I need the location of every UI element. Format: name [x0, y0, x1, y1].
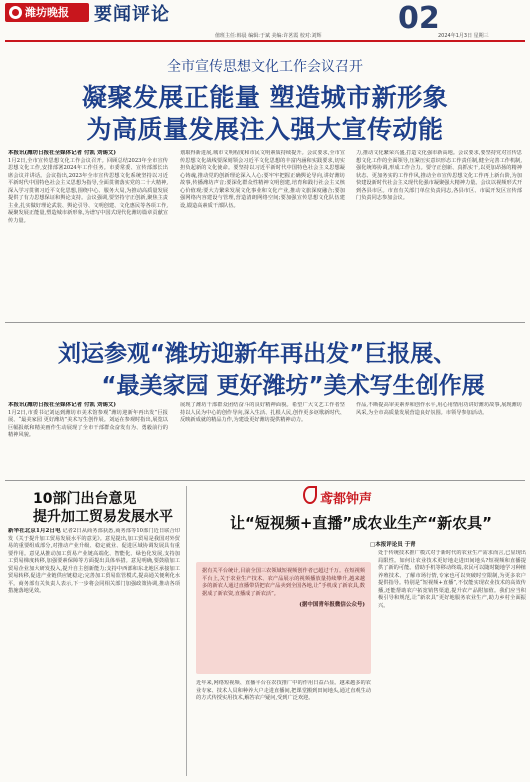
article2-byline: 本报讯(潍坊日报社全媒体记者 付凯 刘锡文)	[8, 402, 117, 408]
article2-column-2: 展现了潍坊干部群众团结奋斗的良好精神面貌。希望广大文艺工作者坚持以人民为中心的创作导向,深入生活、扎根人民,创作更多讴歌新时代、反映新成就的精品力作,为建设更好潍坊提供精神动力。	[180, 402, 345, 423]
column-divider	[186, 486, 187, 776]
article1-body-1: 1月2日,全市宣传思想文化工作会议召开。回顾总结2023年全市宣传思想文化工作,安排部署2024年工作任务。市委常委、宣传部部长出席会议并讲话。会议指出,2023年全市宣传思想文化系统坚持以习近平新时代中国特色社会主义思想为指导,全面贯彻落实党的二十大精神,深入学习贯彻习近平文化思想,围绕中心、服务大局,为推动高质量发展提供了有力思想保证和舆论支持。会议强调,要坚持守正创新,聚焦主责主业,扎实做好理论武装、舆论引导、文明创建、文化惠民等各项工作,凝聚发展正能量,塑造城市新形象,为谱写中国式现代化潍坊篇章贡献宣传力量。	[8, 157, 168, 224]
masthead	[0, 0, 530, 44]
article4-column-left: 近年来,网络短视频、直播平台在农技推广中的作用日益凸显。越来越多的农业专家、技术人员和种养大户走进直播间,把课堂搬到田间地头,通过直观生动的方式传授实用技术,解答农户疑问,受到广泛欢迎。	[196, 680, 371, 701]
article4-column-right: 处于传统技术推广模式对于新时代的农业生产需求而言,已显现出局限性。如何让农业技术更好地走进田间地头?短视频和直播提供了新的可能。借助手机等移动终端,农民可以随时随地学习种植养殖技术、了解市场行情,专家也可以突破时空限制,为更多农户提供指导。特别是“短视频+直播”,不仅能实现农业技术的高效传播,还能帮助农户拓宽销售渠道,提升农产品附加值。我们应当积极引导和规范,让“新农具”更好地服务农业生产,助力乡村全面振兴。	[378, 550, 526, 609]
article3-dateline: 新华社北京1月2日电	[8, 528, 61, 534]
issue-date: 2024年1月3日 星期三	[438, 33, 489, 39]
article3-text: 记者2日从商务部获悉,商务部等10部门近日联合印发《关于提升加工贸易发展水平的意见》。意见提出,加工贸易是我国对外贸易的重要组成部分,对推动产业升级、稳定就业、促进区域协调发展具有重要作用。意见从推动加工贸易产业链高端化、智能化、绿色化发展,支持加工贸易梯度转移,加强要素保障等方面提出具体举措。意见明确,要鼓励加工贸易企业加大研发投入,提升自主创新能力;支持中西部和东北地区承接加工贸易转移,促进产业链供应链稳定;完善加工贸易监管模式,提高通关便利化水平。商务部有关负责人表示,下一步将会同相关部门加强政策协调,推动各项措施落地见效。	[8, 528, 180, 594]
quote-box-text: 据有关平台统计,目前全国三农领域短视频创作者已超过千万。在短视频平台上,关于农业生产技术、农产品展示的视频播放量持续攀升,越来越多的新农人通过直播带货把农产品卖到全国各地,让“手机成了新农具,数据成了新农资,直播成了新农活”。	[202, 568, 365, 597]
editors-line: 值班主任:韩晨 编辑:于斌 美编:许茗霞 校对:刘辉	[215, 33, 322, 39]
article2-headline-line2: “最美家园 更好潍坊”美术写生创作展	[101, 373, 485, 399]
article1-column-3: 力,推动文化繁荣兴盛,打造文化强市新高地。会议要求,要坚持党对宣传思想文化工作的全面领导,压紧压实意识形态工作责任制,健全完善工作机制,强化统筹协调,形成工作合力。要守正创新、真抓实干,以更加昂扬的精神状态、更加务实的工作作风,推动全市宣传思想文化工作再上新台阶,为加快建设新时代社会主义现代化强市凝聚强大精神力量。会议以视频形式开到各县市区。市直有关部门单位负责同志,各县市区、市属开发区宣传部门负责同志参加会议。	[356, 150, 522, 201]
article1-headline-line2: 为高质量发展注入强大宣传动能	[86, 115, 444, 144]
article1-byline: 本报讯(潍坊日报社全媒体记者 付凯 刘锡文)	[8, 150, 117, 156]
section-title: 要闻评论	[94, 4, 170, 25]
column-tag-icon	[303, 486, 317, 504]
logo-text: 潍坊晚报	[25, 6, 69, 19]
column-tag: 鸢都钟声	[320, 492, 373, 507]
section-divider	[5, 480, 525, 481]
article2-column-3: 作品,不断提高审美素养和创作水平,用心用情用功讲好潍坊故事,展现潍坊风采,为全市高质量发展营造良好氛围。市领导参加活动。	[356, 402, 522, 416]
article1-column-2: 划取得新进展,城市文明程度和市民文明素质持续提升。会议要求,全市宣传思想文化战线要深刻领会习近平文化思想的丰富内涵和实践要求,切实担负起新的文化使命。要坚持以习近平新时代中国特色社会主义思想凝心铸魂,推动党的创新理论深入人心;要牢牢把握正确舆论导向,讲好潍坊故事,传播潍坊声音;要深化群众性精神文明创建,培育和践行社会主义核心价值观;要大力繁荣发展文化事业和文化产业,推动文旅深度融合;要加强网络内容建设与管理,营造清朗网络空间;要加强宣传思想文化队伍建设,锻造高素质干部队伍。	[180, 150, 345, 209]
article4-headline: 让“短视频+直播”成农业生产“新农具”	[229, 514, 492, 532]
article2-body-1: 1月2日,市委书记刘运到潍坊市美术馆参观“潍坊迎新年再出发”巨报展、“最美家园 更好潍坊”美术写生创作展。刘运在参观时指出,展览以巨幅报纸和精美画作生动展现了全市干部群众奋发有为、勇毅前行的精神风貌。	[8, 409, 168, 438]
quote-box-source: (据中国青年报微信公众号)	[299, 602, 365, 609]
masthead-divider	[5, 40, 525, 42]
logo-mark-icon	[9, 6, 22, 19]
article4-quote-box	[196, 562, 371, 674]
article4-byline: □本报评论员 于青	[370, 542, 416, 548]
page-number: 02	[398, 1, 440, 36]
article2-headline-line1: 刘运参观“潍坊迎新年再出发”巨报展、	[58, 341, 457, 367]
newspaper-logo	[5, 3, 89, 22]
article2-column-1	[8, 402, 168, 478]
article1-kicker: 全市宣传思想文化工作会议召开	[167, 59, 363, 75]
article3-body	[8, 528, 180, 774]
section-divider	[5, 322, 525, 323]
article3-headline-line1: 10部门出台意见	[33, 491, 137, 507]
article1-column-1	[8, 150, 168, 320]
article3-headline-line2: 提升加工贸易发展水平	[33, 509, 173, 525]
article1-headline-line1: 凝聚发展正能量 塑造城市新形象	[81, 83, 449, 112]
